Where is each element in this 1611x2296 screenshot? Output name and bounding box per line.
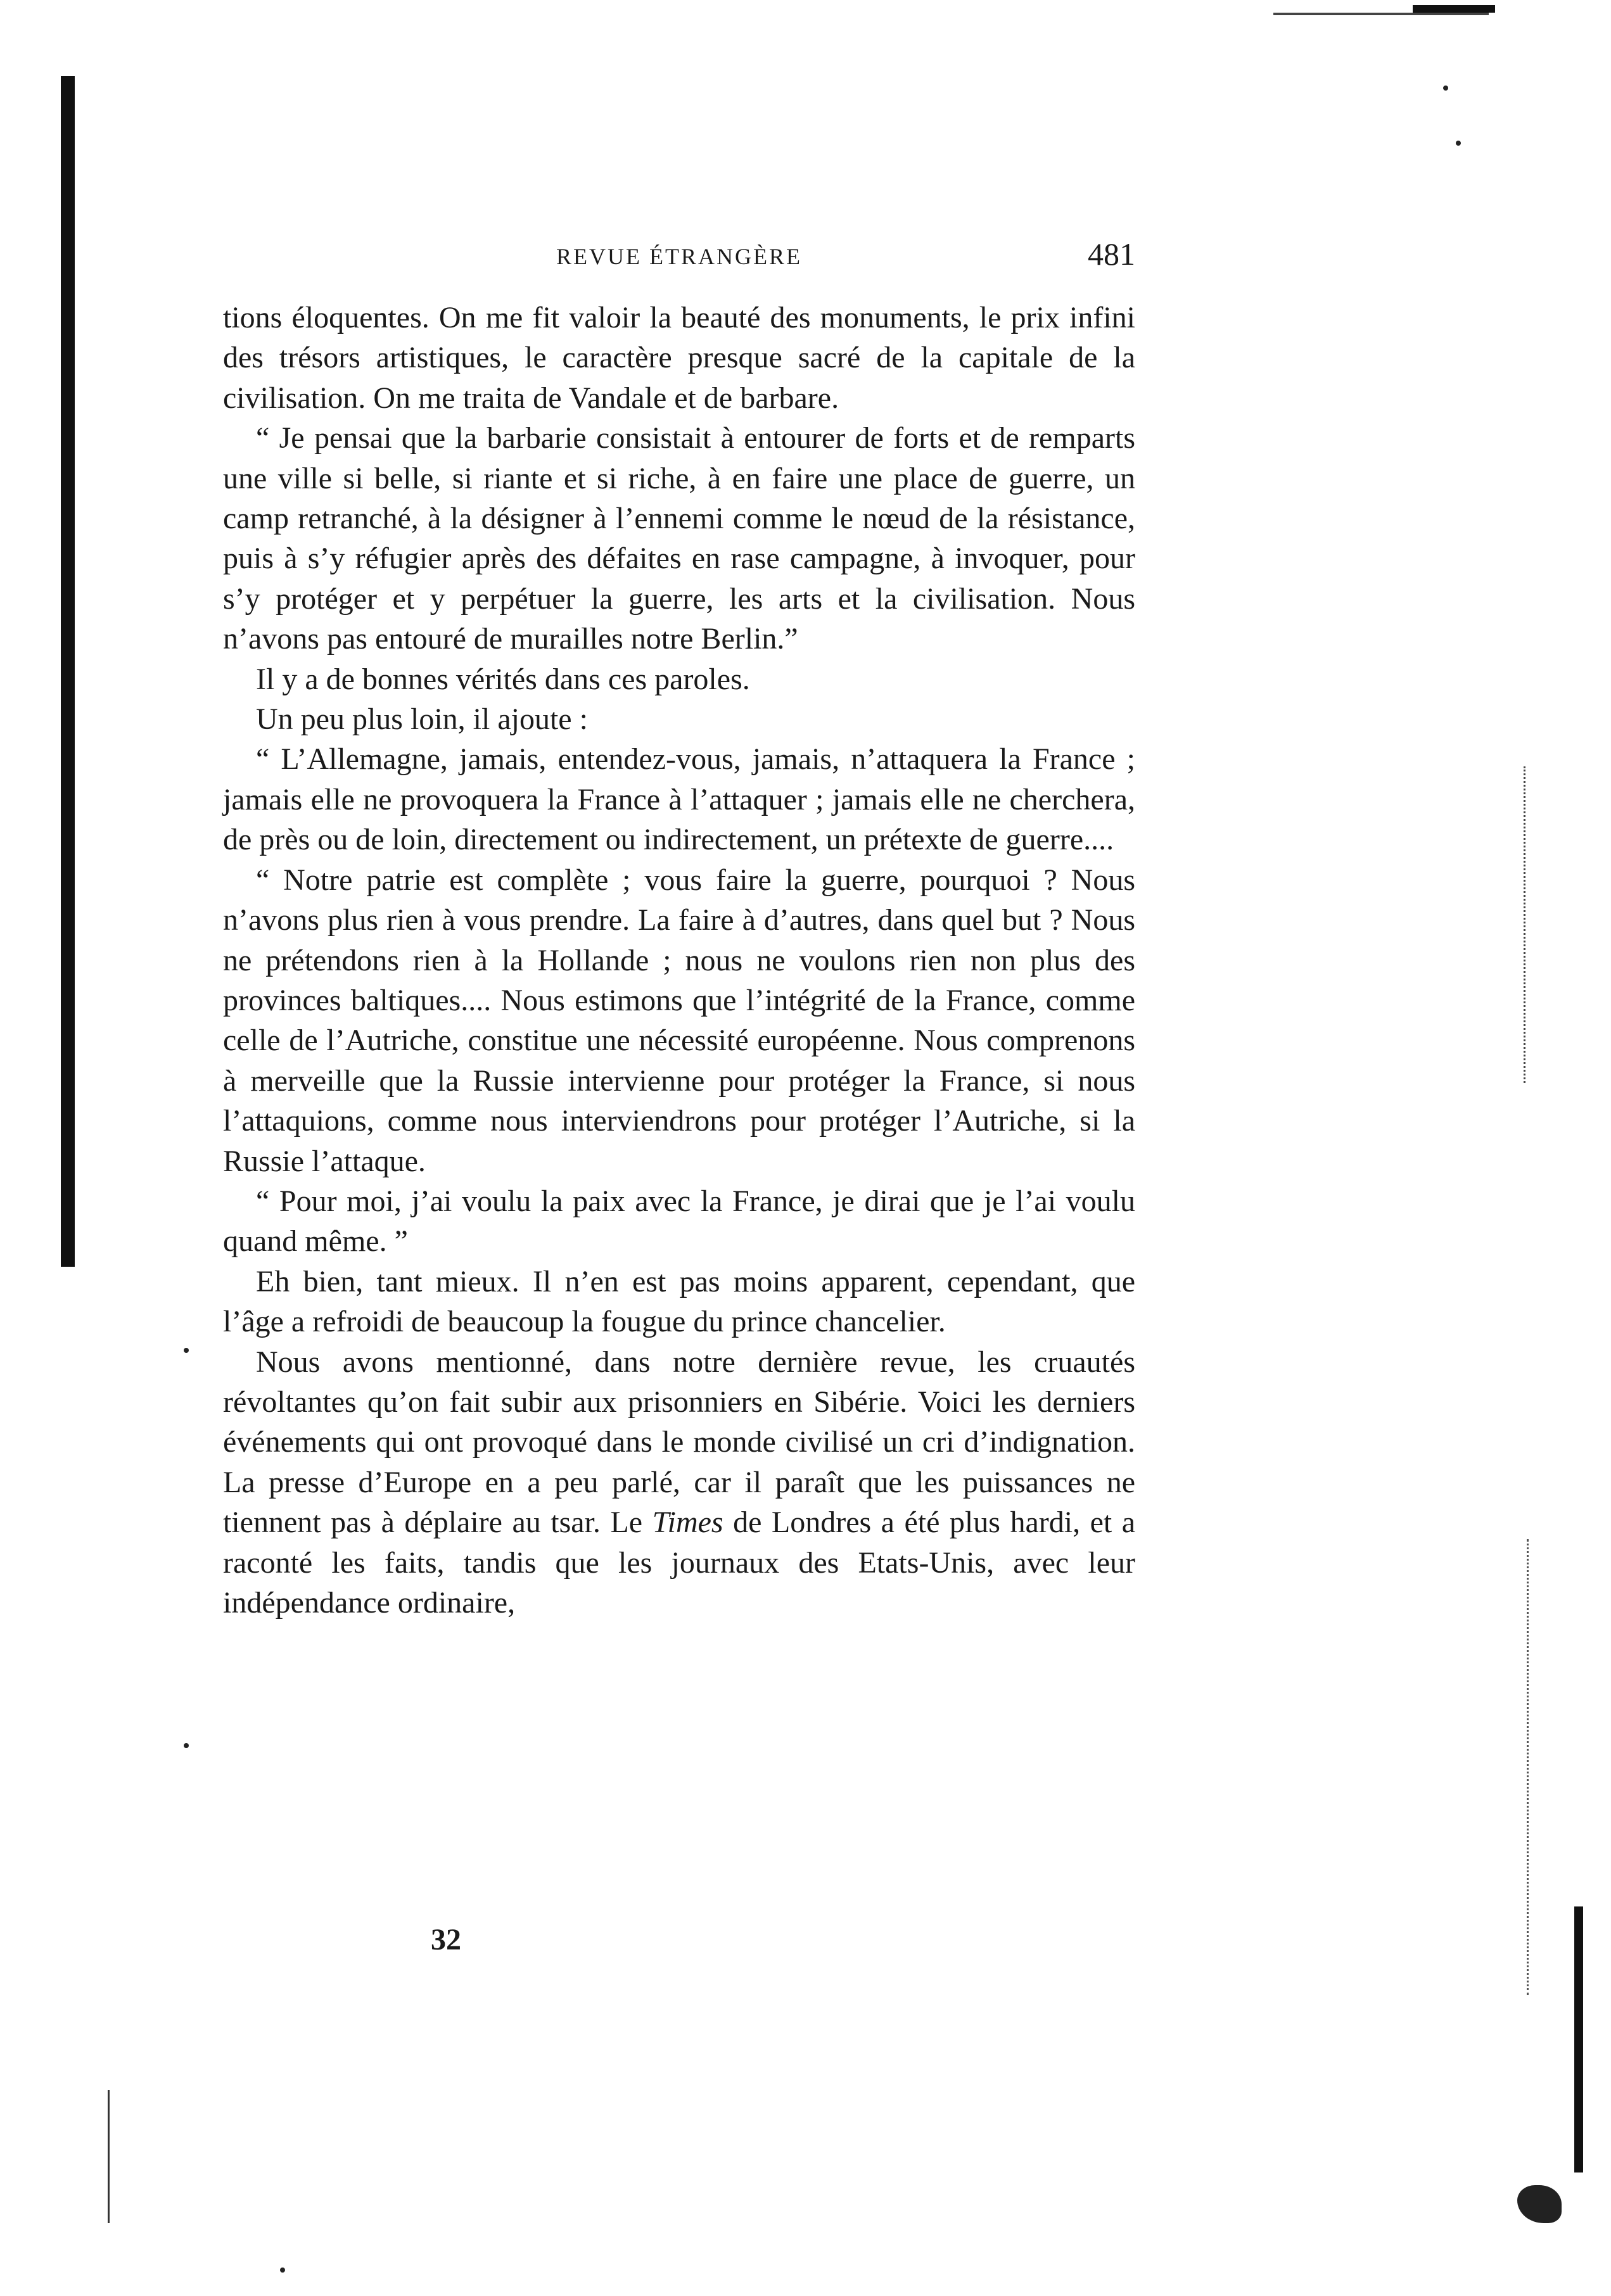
scan-artifact [1524,766,1529,1083]
paragraph: “ Je pensai que la barbarie consistait à entourer de forts et de remparts une ville si belle, si riante et si riche, à en faire une place de guerre, un camp retranché, à la désigner à l’ennemi comme le nœud de la résistance, puis à s’y réfugier après des défaites en rase campagne, à invoquer, pour s’y protéger et y perpétuer la guerre, les arts et la civilisation. Nous n’avons pas entouré de murailles notre Berlin.” [223,421,1135,656]
scan-artifact [184,1348,189,1353]
paragraph-text: Nous avons mentionné, dans notre dernière revue, les cruautés révoltantes qu’on fait subir aux prisonniers en Sibérie. Voici les derniers événements qui ont provoqué dans le monde civilisé un cri d’indignation. La presse d’Europe en a peu parlé, car il paraît que les puissances ne tiennent pas à déplaire au tsar. Le [223,1345,1135,1540]
paragraph: tions éloquentes. On me fit valoir la beauté des monuments, le prix infini des trésors artistiques, le caractère presque sacré de la capitale de la civilisation. On me traita de Vandale et de barbare. [223,301,1135,415]
paragraph: “ Pour moi, j’ai voulu la paix avec la France, je dirai que je l’ai voulu quand même. ” [223,1184,1135,1259]
scan-artifact [184,1743,189,1748]
scan-artifact [1456,141,1461,146]
scan-artifact [1443,86,1448,91]
scan-artifact [280,2267,285,2273]
page-number: 481 [1088,236,1135,272]
signature-mark: 32 [431,1923,461,1957]
scan-artifact [108,2090,110,2223]
paragraph: Un peu plus loin, il ajoute : [256,702,588,737]
paragraph [223,1342,1135,1623]
paragraph-text: de Londres a été plus hardi, et a raconté les faits, tandis que les journaux des Etats-Unis, avec leur indépendance ordinaire, [223,1506,1136,1620]
scan-artifact [1413,5,1495,13]
italic-title: Times [652,1506,723,1540]
scan-artifact [1574,1906,1583,2172]
body-text [223,298,1135,1623]
scan-artifact [1527,1539,1532,1995]
paragraph: “ Notre patrie est complète ; vous faire la guerre, pourquoi ? Nous n’avons plus rien à vous prendre. La faire à d’autres, dans quel but ? Nous ne prétendons rien à la Hollande ; nous ne voulons rien non plus des provinces baltiques.... Nous estimons que l’intégrité de la France, comme celle de l’Autriche, constitue une nécessité européenne. Nous comprenons à merveille que la Russie intervienne pour protéger la France, si nous l’attaquions, comme nous interviendrons pour protéger l’Autriche, si la Russie l’attaque. [223,863,1135,1178]
scan-artifact [1517,2185,1562,2223]
scan-artifact [61,76,75,1267]
running-title: REVUE ÉTRANGÈRE [556,244,802,269]
paragraph: Il y a de bonnes vérités dans ces paroles. [256,662,750,696]
scan-artifact [1273,13,1489,15]
paragraph: Eh bien, tant mieux. Il n’en est pas moins apparent, cependant, que l’âge a refroidi de beaucoup la fougue du prince chancelier. [223,1264,1135,1339]
running-head [223,236,1135,274]
paragraph: “ L’Allemagne, jamais, entendez-vous, jamais, n’attaquera la France ; jamais elle ne provoquera la France à l’attaquer ; jamais elle ne cherchera, de près ou de loin, directement ou indirectement, un prétexte de guerre.... [223,742,1135,857]
